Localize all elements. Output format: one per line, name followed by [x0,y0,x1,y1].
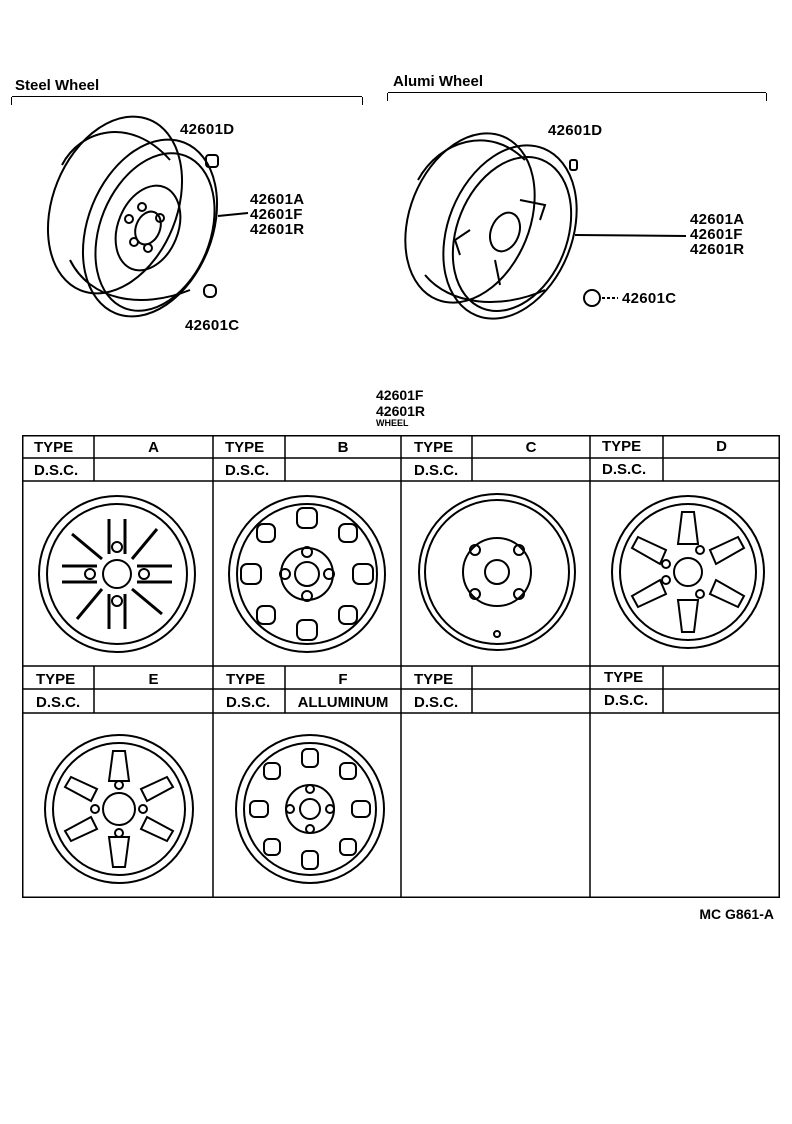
wheel-type-icons [22,435,780,898]
type-label-a: TYPE [34,439,74,456]
dsc-label-g: D.S.C. [414,694,459,711]
steel-wheel-icon [23,96,248,336]
dsc-label-h: D.S.C. [604,692,649,709]
wheel-type-a-icon [39,496,195,652]
footer-code: MC G861-A [699,906,774,922]
type-label-d: TYPE [602,438,642,455]
dsc-label-e: D.S.C. [36,694,81,711]
type-label-b: TYPE [225,439,265,456]
wheel-table-caption: WHEEL [376,418,409,428]
type-value-b: B [337,439,349,456]
alumi-wheel-title: Alumi Wheel [393,73,484,90]
dsc-value-f: ALLUMINUM [297,694,389,711]
type-value-d: D [716,438,727,455]
dsc-label-c: D.S.C. [414,462,459,479]
wheel-type-e-icon [45,735,193,883]
wheel-table-part-2: 42601R [376,403,426,419]
type-label-g: TYPE [414,671,454,688]
wheel-type-f-icon [236,735,384,883]
wheel-type-c-icon [419,494,575,650]
steel-wheel-title: Steel Wheel [15,77,100,94]
alumi-wheel-icon [381,114,686,339]
alumi-part-side-label-3: 42601R [690,241,745,258]
wheel-table-part-1: 42601F [376,387,424,403]
alumi-part-side-label-1: 42601A [690,211,745,228]
steel-part-top-label: 42601D [180,121,235,138]
type-value-c: C [525,439,537,456]
steel-part-side-label-2: 42601F [250,206,303,223]
dsc-label-f: D.S.C. [226,694,271,711]
alumi-part-side-label-2: 42601F [690,226,743,243]
wheel-type-table [22,435,780,898]
alumi-part-top-label: 42601D [548,122,603,139]
dsc-label-d: D.S.C. [602,461,647,478]
type-label-e: TYPE [36,671,76,688]
dsc-label-b: D.S.C. [225,462,270,479]
type-value-e: E [148,671,159,688]
steel-part-bottom-label: 42601C [185,317,240,334]
type-label-h: TYPE [604,669,644,686]
steel-part-side-label-3: 42601R [250,221,305,238]
type-value-f: F [338,671,348,688]
dsc-label-a: D.S.C. [34,462,79,479]
steel-part-side-label-1: 42601A [250,191,305,208]
type-label-c: TYPE [414,439,454,456]
type-value-a: A [148,439,159,456]
wheel-type-b-icon [229,496,385,652]
wheel-type-d-icon [612,496,764,648]
alumi-part-bottom-label: 42601C [622,290,677,307]
type-label-f: TYPE [226,671,266,688]
